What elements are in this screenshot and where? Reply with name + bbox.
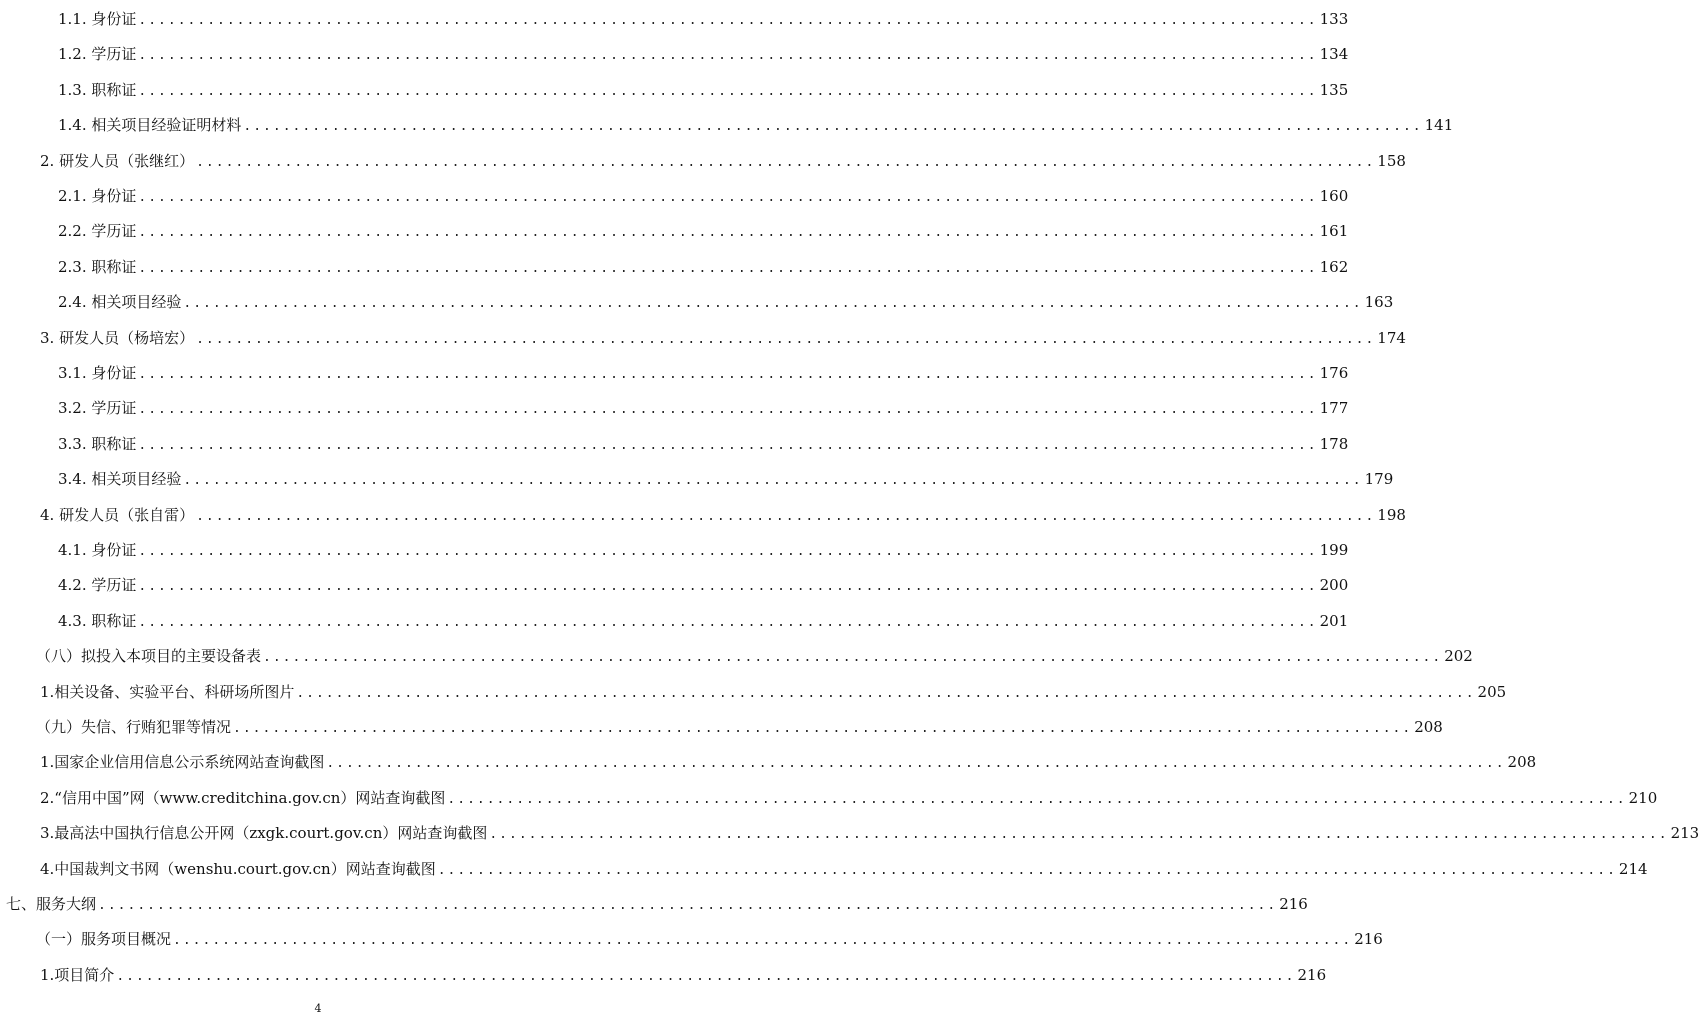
toc-entry[interactable] bbox=[36, 928, 1383, 950]
dot-leader: ........................................................................................................................ bbox=[233, 721, 1413, 736]
dot-leader: ........................................................................................................................ bbox=[437, 863, 1617, 878]
toc-entry-page: 134 bbox=[1319, 45, 1349, 63]
toc-entry-page: 208 bbox=[1507, 753, 1537, 771]
dot-leader: ........................................................................................................................ bbox=[196, 332, 1376, 347]
toc-entry-label: 3.2. 学历证 bbox=[58, 399, 137, 417]
toc-entry-label: 3.最高法中国执行信息公开网（zxgk.court.gov.cn）网站查询截图 bbox=[40, 824, 488, 842]
dot-leader: ........................................................................................................................ bbox=[263, 650, 1443, 665]
toc-entry-label: 七、服务大纲 bbox=[6, 895, 97, 913]
toc-entry-page: 216 bbox=[1354, 930, 1383, 948]
toc-entry-label: （九）失信、行贿犯罪等情况 bbox=[36, 718, 232, 736]
dot-leader: ........................................................................................................................ bbox=[489, 827, 1669, 842]
dot-leader: ........................................................................................................................ bbox=[447, 792, 1627, 807]
toc-entry-label: 2.4. 相关项目经验 bbox=[58, 293, 182, 311]
toc-entry[interactable] bbox=[6, 893, 1308, 915]
dot-leader: ........................................................................................................................ bbox=[98, 898, 1278, 913]
dot-leader: ........................................................................................................................ bbox=[138, 48, 1318, 63]
toc-entry-label: 1.3. 职称证 bbox=[58, 81, 137, 99]
toc-entry-page: 161 bbox=[1319, 222, 1349, 240]
toc-entry[interactable] bbox=[40, 504, 1406, 526]
dot-leader: ........................................................................................................................ bbox=[173, 933, 1353, 948]
dot-leader: ........................................................................................................................ bbox=[138, 438, 1318, 453]
toc-entry[interactable] bbox=[58, 79, 1349, 101]
dot-leader: ........................................................................................................................ bbox=[116, 969, 1296, 984]
toc-entry-label: 4.中国裁判文书网（wenshu.court.gov.cn）网站查询截图 bbox=[40, 860, 436, 878]
page-footer-number: 4 bbox=[314, 1002, 322, 1015]
dot-leader: ........................................................................................................................ bbox=[296, 686, 1476, 701]
toc-entry-page: 202 bbox=[1444, 647, 1473, 665]
toc-entry-page: 178 bbox=[1319, 435, 1349, 453]
toc-entry[interactable] bbox=[40, 751, 1537, 773]
toc-entry-label: 1.国家企业信用信息公示系统网站查询截图 bbox=[40, 753, 325, 771]
dot-leader: ........................................................................................................................ bbox=[183, 296, 1363, 311]
toc-entry[interactable] bbox=[40, 681, 1507, 703]
toc-entry-label: 4.3. 职称证 bbox=[58, 612, 137, 630]
toc-entry[interactable] bbox=[36, 645, 1473, 667]
toc-entry-label: 2.“信用中国”网（www.creditchina.gov.cn）网站查询截图 bbox=[40, 789, 446, 807]
toc-entry-label: 3. 研发人员（杨培宏） bbox=[40, 329, 195, 347]
toc-entry[interactable] bbox=[58, 114, 1454, 136]
toc-entry-page: 158 bbox=[1377, 152, 1406, 170]
toc-entry[interactable] bbox=[58, 539, 1349, 561]
dot-leader: ........................................................................................................................ bbox=[326, 756, 1506, 771]
toc-entry[interactable] bbox=[58, 574, 1349, 596]
dot-leader: ........................................................................................................................ bbox=[196, 509, 1376, 524]
toc-entry-page: 160 bbox=[1319, 187, 1349, 205]
dot-leader: ........................................................................................................................ bbox=[138, 579, 1318, 594]
toc-entry-page: 133 bbox=[1319, 10, 1349, 28]
dot-leader: ........................................................................................................................ bbox=[138, 190, 1318, 205]
toc-entry-page: 174 bbox=[1377, 329, 1406, 347]
toc-entry-page: 214 bbox=[1618, 860, 1648, 878]
toc-entry-label: 2.2. 学历证 bbox=[58, 222, 137, 240]
dot-leader: ........................................................................................................................ bbox=[138, 367, 1318, 382]
dot-leader: ........................................................................................................................ bbox=[196, 155, 1376, 170]
toc-entry-page: 163 bbox=[1364, 293, 1394, 311]
toc-entry-page: 177 bbox=[1319, 399, 1349, 417]
toc-entry[interactable] bbox=[40, 964, 1327, 986]
toc-entry-label: 4. 研发人员（张自雷） bbox=[40, 506, 195, 524]
toc-entry-label: 2.1. 身份证 bbox=[58, 187, 137, 205]
dot-leader: ........................................................................................................................ bbox=[138, 544, 1318, 559]
toc-entry[interactable] bbox=[58, 433, 1349, 455]
toc-entry[interactable] bbox=[40, 150, 1406, 172]
toc-entry-page: 199 bbox=[1319, 541, 1349, 559]
toc-entry-page: 198 bbox=[1377, 506, 1406, 524]
toc-entry[interactable] bbox=[58, 397, 1349, 419]
toc-entry-label: 4.1. 身份证 bbox=[58, 541, 137, 559]
toc-entry-label: 3.3. 职称证 bbox=[58, 435, 137, 453]
dot-leader: ........................................................................................................................ bbox=[138, 615, 1318, 630]
toc-entry-label: 1.4. 相关项目经验证明材料 bbox=[58, 116, 242, 134]
toc-entry-page: 213 bbox=[1670, 824, 1699, 842]
toc-entry-label: （八）拟投入本项目的主要设备表 bbox=[36, 647, 262, 665]
toc-entry-label: （一）服务项目概况 bbox=[36, 930, 172, 948]
toc-entry[interactable] bbox=[58, 43, 1349, 65]
toc-entry[interactable] bbox=[58, 362, 1349, 384]
toc-entry-page: 205 bbox=[1477, 683, 1507, 701]
toc-entry[interactable] bbox=[40, 822, 1699, 844]
toc-entry-label: 1.1. 身份证 bbox=[58, 10, 137, 28]
toc-entry-label: 1.项目简介 bbox=[40, 966, 115, 984]
dot-leader: ........................................................................................................................ bbox=[243, 119, 1423, 134]
toc-entry-label: 3.4. 相关项目经验 bbox=[58, 470, 182, 488]
toc-entry[interactable] bbox=[58, 220, 1349, 242]
toc-entry[interactable] bbox=[36, 716, 1443, 738]
toc-entry[interactable] bbox=[40, 787, 1658, 809]
toc-entry-page: 179 bbox=[1364, 470, 1394, 488]
dot-leader: ........................................................................................................................ bbox=[138, 84, 1318, 99]
toc-entry[interactable] bbox=[40, 858, 1648, 880]
dot-leader: ........................................................................................................................ bbox=[138, 13, 1318, 28]
dot-leader: ........................................................................................................................ bbox=[138, 402, 1318, 417]
toc-entry[interactable] bbox=[58, 468, 1394, 490]
toc-entry-label: 1.2. 学历证 bbox=[58, 45, 137, 63]
toc-entry-label: 1.相关设备、实验平台、科研场所图片 bbox=[40, 683, 295, 701]
toc-entry-label: 3.1. 身份证 bbox=[58, 364, 137, 382]
toc-entry-page: 141 bbox=[1424, 116, 1454, 134]
toc-entry-page: 201 bbox=[1319, 612, 1349, 630]
toc-entry-page: 216 bbox=[1297, 966, 1327, 984]
toc-entry-page: 216 bbox=[1279, 895, 1308, 913]
toc-entry-page: 135 bbox=[1319, 81, 1349, 99]
toc-entry[interactable] bbox=[58, 8, 1349, 30]
toc-entry[interactable] bbox=[58, 610, 1349, 632]
toc-entry-page: 162 bbox=[1319, 258, 1349, 276]
toc-entry-page: 208 bbox=[1414, 718, 1443, 736]
toc-entry-page: 210 bbox=[1628, 789, 1658, 807]
toc-entry-label: 4.2. 学历证 bbox=[58, 576, 137, 594]
toc-entry-page: 200 bbox=[1319, 576, 1349, 594]
toc-entry-page: 176 bbox=[1319, 364, 1349, 382]
dot-leader: ........................................................................................................................ bbox=[183, 473, 1363, 488]
toc-entry-label: 2.3. 职称证 bbox=[58, 258, 137, 276]
toc-entry[interactable] bbox=[58, 291, 1394, 313]
toc-entry[interactable] bbox=[58, 256, 1349, 278]
toc-entry-label: 2. 研发人员（张继红） bbox=[40, 152, 195, 170]
toc-entry[interactable] bbox=[58, 185, 1349, 207]
dot-leader: ........................................................................................................................ bbox=[138, 261, 1318, 276]
dot-leader: ........................................................................................................................ bbox=[138, 225, 1318, 240]
toc-entry[interactable] bbox=[40, 327, 1406, 349]
